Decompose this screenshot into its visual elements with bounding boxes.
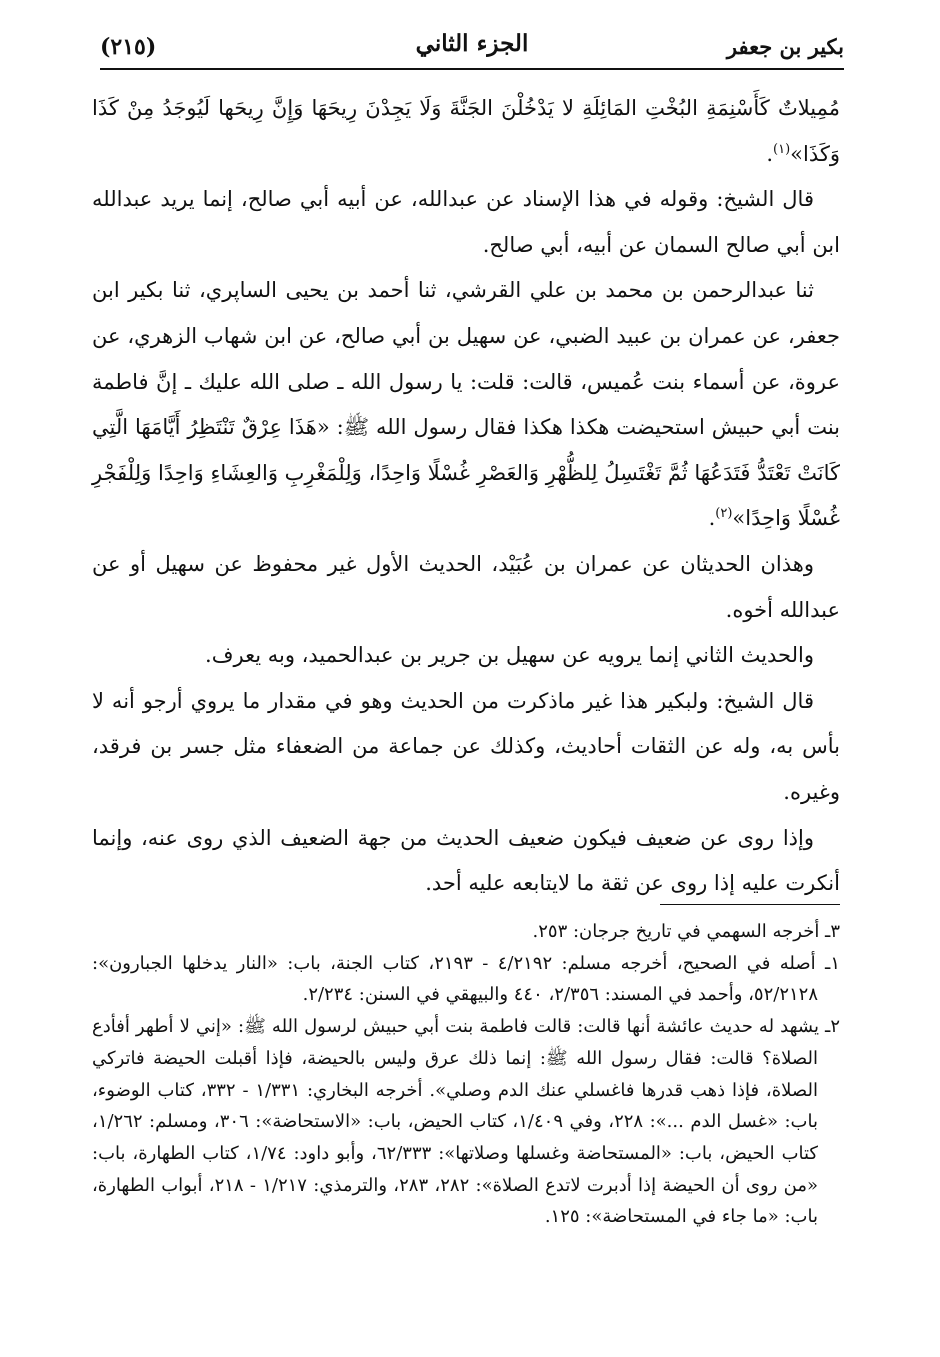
running-title: بكير بن جعفر [726,34,844,59]
part-title: الجزء الثاني [415,30,529,57]
footnote-1: ١ـ أصله في الصحيح، أخرجه مسلم: ٤/٢١٩٢ - ٢١٩٣، كتاب الجنة، باب: «النار يدخلها الجبارون»: ٥٢/٢١٢٨، وأحمد في المسند: ٢/٣٥٦، ٤٤٠ والبيهقي في السنن: ٢/٢٣٤. [92,952,840,1006]
main-text [92,86,840,907]
footnote-2: ٢ـ يشهد له حديث عائشة أنها قالت: قالت فاطمة بنت أبي حبيش لرسول الله ﷺ: «إني لا أطهر أفأدع الصلاة؟ قالت: فقال رسول الله ﷺ: إنما ذلك عرق وليس بالحيضة، فإذا أقبلت الحيضة فاتركي الصلاة، فإذا ذهب قدرها فاغسلي عنك الدم وصلي». أخرجه البخاري: ١/٣٣١ - ٣٣٢، كتاب الوضوء، باب: «غسل الدم ...»: ٢٢٨، وفي ١/٤٠٩، كتاب الحيض، باب: «الاستحاضة»: ٣٠٦، ومسلم: ١/٢٦٢، كتاب الحيض، باب: «المستحاضة وغسلها وصلاتها»: ٦٢/٣٣٣، وأبو داود: ١/٧٤، كتاب الطهارة، باب: «من روى أن الحيضة إذا أدبرت لاتدع الصلاة»: ٢٨٢، ٢٨٣، والترمذي: ١/٢١٧ - ٢١٨، أبواب الطهارة، باب: «ما جاء في المستحاضة»: ١٢٥. [92,1016,840,1228]
paragraph-second-hadith: والحديث الثاني إنما يرويه عن سهيل بن جرير بن عبدالحميد، وبه يعرف. [205,643,814,668]
sentence-end: . [708,506,716,531]
footnote-3: ٣ـ أخرجه السهمي في تاريخ جرجان: ٢٥٣. [532,921,840,942]
sentence-end: . [766,141,773,166]
paragraph-two-hadiths: وهذان الحديثان عن عمران بن عُبَيْد، الحديث الأول غير محفوظ عن سهيل أو عن عبدالله أخوه. [92,551,840,622]
paragraph-sheikh-verdict: قال الشيخ: ولبكير هذا غير ماذكرت من الحديث وهو في مقدار ما يروي أرجو أنه لا بأس به، وله عن الثقات أحاديث، وكذلك عن جماعة من الضعفاء مثل جسر بن فرقد، وغيره. [92,688,840,804]
paragraph-sheikh-comment: قال الشيخ: وقوله في هذا الإسناد عن عبدالله، عن أبيه أبي صالح، إنما يريد عبدالله ابن أبي صالح السمان عن أبيه، أبي صالح. [92,187,840,257]
footnote-marker-2: (٢) [715,506,733,522]
footnote-marker-1: (١) [773,141,791,157]
hadith-text: مُمِيلاتٌ كَأَسْنِمَةِ البُخْتِ المَائِلَةِ لا يَدْخُلْنَ الجَنَّةَ وَلَا يَجِدْنَ رِيحَهَا وَإِنَّ رِيحَها لَيُوجَدُ مِنْ كَذَا وَكَذَا» [92,96,840,166]
paragraph-isnad [92,268,840,542]
footnotes [92,916,840,1233]
isnad-text: ثنا عبدالرحمن بن محمد بن علي القرشي، ثنا أحمد بن يحيى الساپري، ثنا بكير ابن جعفر، عن عمران بن عبيد الضبي، عن سهيل بن أبي صالح، عن ابن شهاب الزهري، عن عروة، عن أسماء بنت عُميس، قالت: قلت: يا رسول الله ـ صلى الله عليك ـ إنَّ فاطمة بنت أبي حبيش استحيضت هكذا هكذا فقال رسول الله ﷺ: «هَذَا عِرْقٌ تَنْتَظِرُ أَيَّامَهَا الَّتِي كَانَتْ تَعْتَدُّ فَتَدَعُهَا ثُمَّ تَغْتَسِلُ لِلظُّهْرِ وَالعَصْرِ غُسْلًا وَاحِدًا، وَلِلْمَغْرِبِ وَالعِشَاءِ وَاحِدًا وَلِلْفَجْرِ غُسْلًا وَاحِدًا» [92,278,840,531]
page-number: (٢١٥) [100,34,157,60]
footnote-divider [660,904,840,905]
paragraph-weak-narrator: وإذا روى عن ضعيف فيكون ضعيف الحديث من جهة الضعيف الذي روى عنه، وإنما أنكرت عليه إذا روى عن ثقة ما لايتابعه عليه أحد. [92,825,840,896]
page-header [100,30,844,64]
header-divider [100,68,844,70]
paragraph-hadith-end [92,86,840,177]
